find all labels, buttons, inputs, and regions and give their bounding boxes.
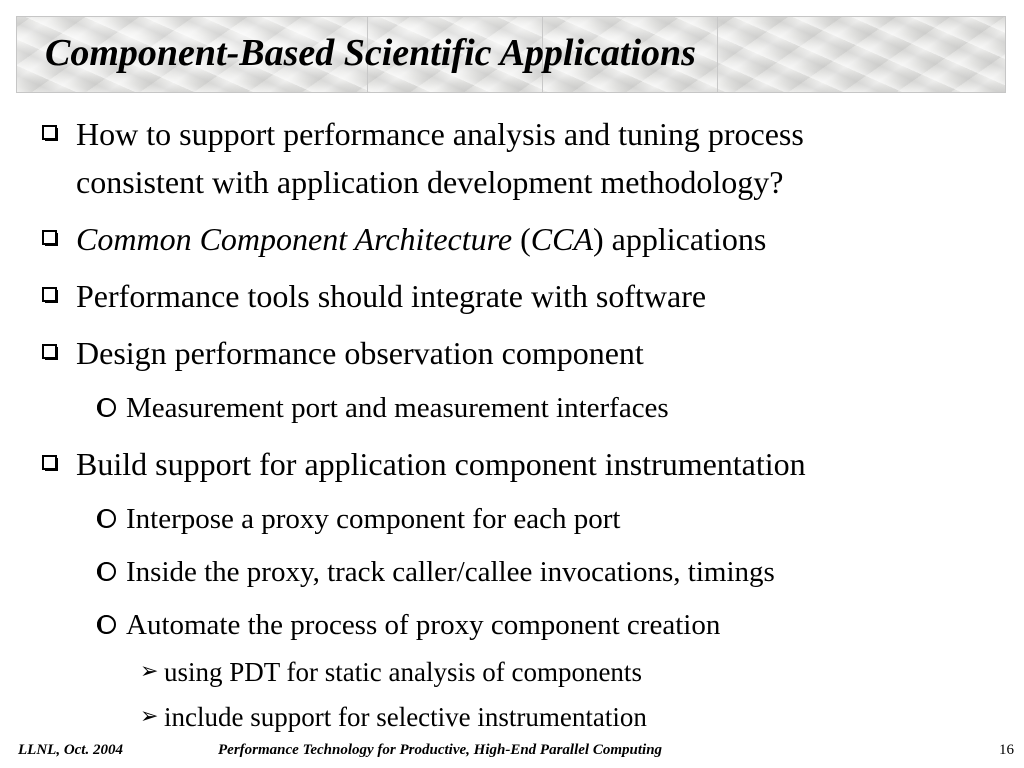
bullet-text: Design performance observation component [76,335,644,371]
sub-sub-bullet-text: using PDT for static analysis of components [164,657,642,687]
bullet-item [76,330,644,376]
sub-bullet-text: Interpose a proxy component for each port [126,503,621,535]
bullet-item [76,441,806,487]
page-number: 16 [999,742,1014,758]
banner-tile-seam [717,17,718,92]
bullet-text: Performance tools should integrate with software [76,278,707,314]
square-bullet-icon [42,230,57,245]
bullet-item [76,273,706,319]
title-banner [16,16,1006,93]
sub-bullet-item [126,549,775,595]
bullet-text: ( [512,221,531,257]
footer-left: LLNL, Oct. 2004 [18,742,123,758]
circle-bullet-icon [97,615,116,634]
sub-bullet-text: Measurement port and measurement interfaces [126,392,669,424]
sub-sub-bullet-text: include support for selective instrumentation [164,702,647,732]
bullet-text: ) applications [592,221,767,257]
sub-bullet-item [126,385,669,431]
square-bullet-icon [42,287,57,302]
square-bullet-icon [42,455,57,470]
slide-title: Component-Based Scientific Applications [45,32,696,74]
arrowhead-bullet-icon: ➢ [140,659,159,684]
bullet-text-italic: Common Component Architecture [76,221,513,257]
sub-bullet-item [126,496,620,542]
square-bullet-icon [42,344,57,359]
circle-bullet-icon [97,398,116,417]
bullet-text: How to support performance analysis and tuning process [76,116,804,152]
square-bullet-icon [42,125,57,140]
bullet-text-italic: CCA [530,221,593,257]
sub-bullet-text: Inside the proxy, track caller/callee invocations, timings [126,556,775,588]
bullet-text: consistent with application development methodology? [76,164,784,200]
bullet-item [76,111,804,157]
footer-center: Performance Technology for Productive, High-End Parallel Computing [218,742,663,758]
sub-bullet-text: Automate the process of proxy component creation [126,609,721,641]
bullet-item [76,216,766,262]
circle-bullet-icon [97,562,116,581]
sub-sub-bullet-item [140,696,647,738]
sub-sub-bullet-item [140,651,642,693]
circle-bullet-icon [97,509,116,528]
bullet-text: Build support for application component instrumentation [76,446,806,482]
bullet-item-continuation [76,159,783,205]
sub-bullet-item [126,602,720,648]
arrowhead-bullet-icon: ➢ [140,704,159,729]
